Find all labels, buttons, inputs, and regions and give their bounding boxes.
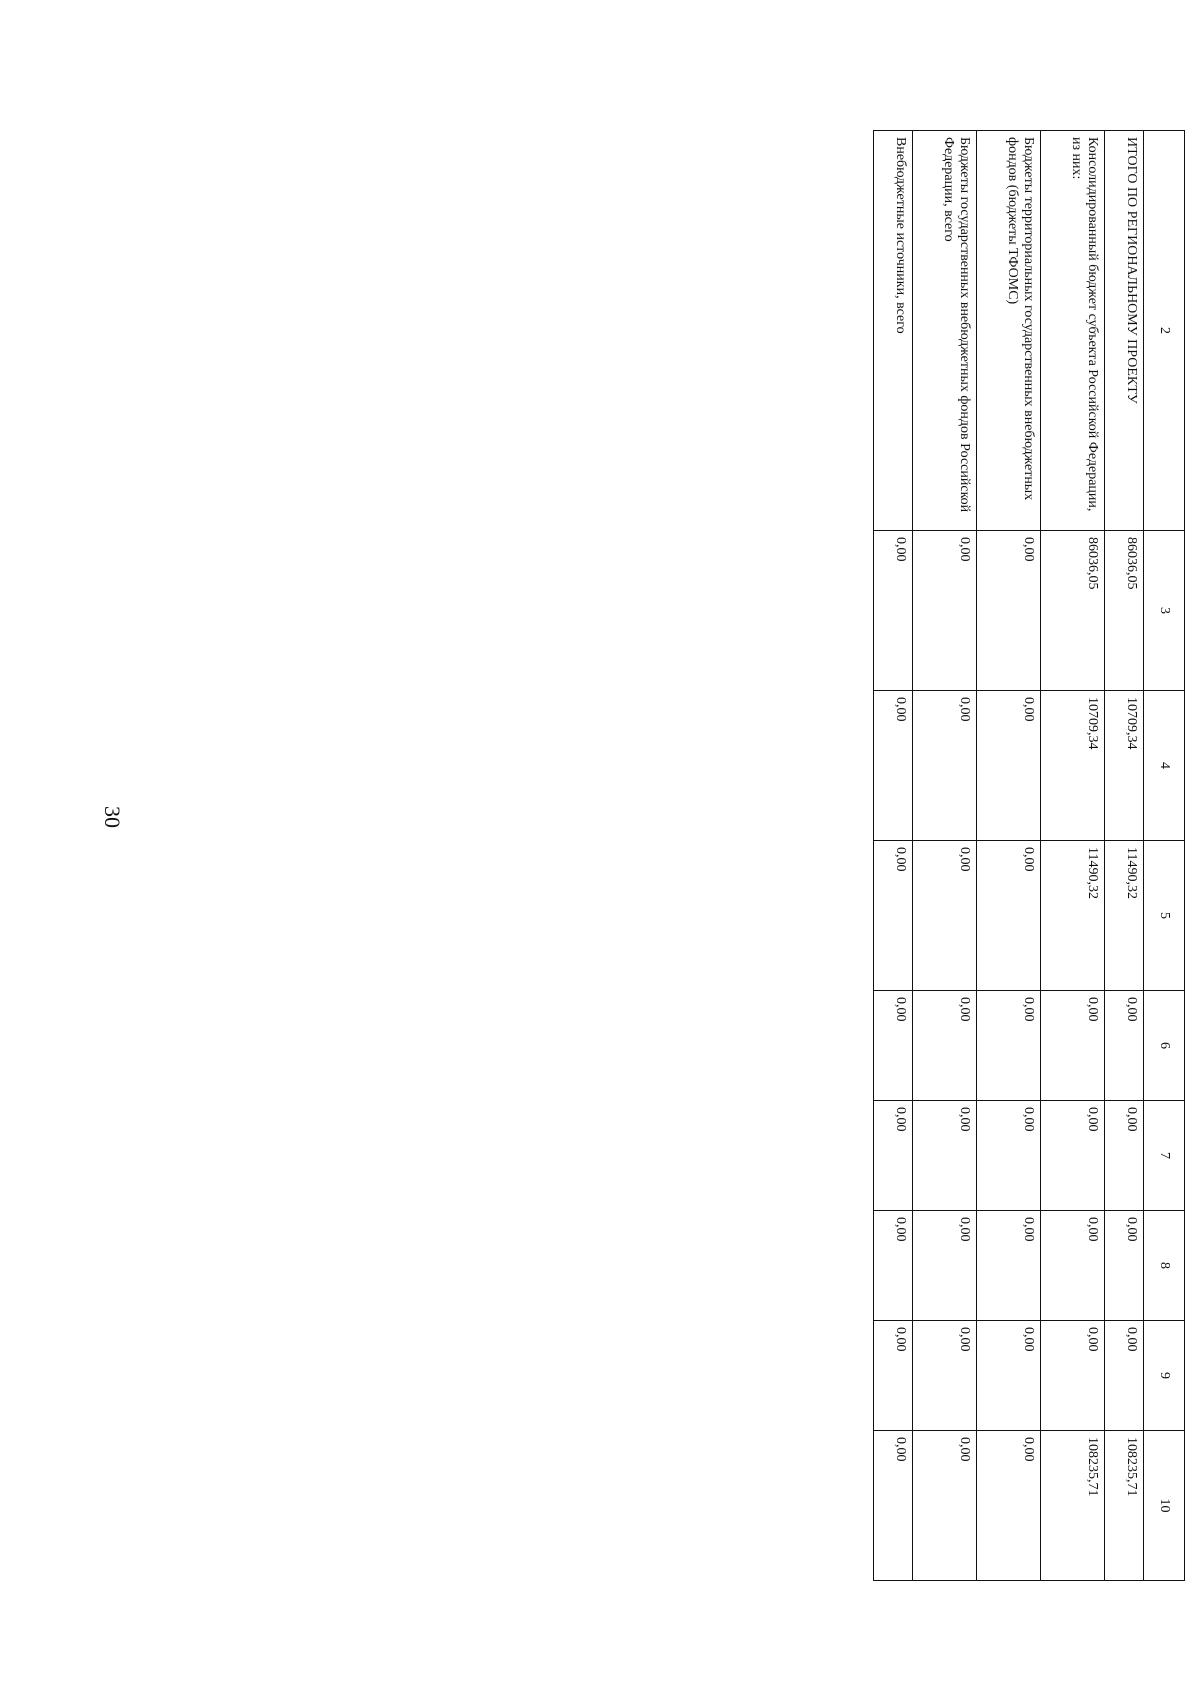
header-cell: 5 (1144, 841, 1185, 991)
summary-header-row (1144, 131, 1185, 1581)
header-cell: 7 (1144, 1101, 1185, 1211)
value-cell: 0,00 (874, 1211, 913, 1321)
header-cell: 4 (1144, 691, 1185, 841)
table-row (913, 131, 977, 1581)
value-cell: 108235,71 (1105, 1431, 1144, 1581)
value-cell: 10709,34 (1041, 691, 1105, 841)
page-number: 30 (100, 806, 125, 828)
header-cell: 3 (1144, 531, 1185, 691)
header-cell: 2 (1144, 131, 1185, 531)
value-cell: 0,00 (1041, 1211, 1105, 1321)
value-cell: 0,00 (874, 841, 913, 991)
value-cell: 0,00 (977, 531, 1041, 691)
table-row (874, 131, 913, 1581)
value-cell: 0,00 (977, 691, 1041, 841)
value-cell: 0,00 (977, 1101, 1041, 1211)
value-cell: 0,00 (977, 991, 1041, 1101)
value-cell: 11490,32 (1105, 841, 1144, 991)
value-cell: 0,00 (1041, 1101, 1105, 1211)
value-cell: 0,00 (1041, 1321, 1105, 1431)
value-cell: 0,00 (913, 1101, 977, 1211)
row-label: ИТОГО ПО РЕГИОНАЛЬНОМУ ПРОЕКТУ (1105, 131, 1144, 531)
value-cell: 0,00 (977, 1211, 1041, 1321)
summary-table (873, 130, 1185, 1581)
value-cell: 0,00 (1041, 991, 1105, 1101)
value-cell: 0,00 (1105, 1211, 1144, 1321)
value-cell: 10709,34 (1105, 691, 1144, 841)
value-cell: 0,00 (913, 691, 977, 841)
value-cell: 108235,71 (1041, 1431, 1105, 1581)
value-cell: 0,00 (874, 1321, 913, 1431)
value-cell: 0,00 (977, 1431, 1041, 1581)
header-cell: 8 (1144, 1211, 1185, 1321)
value-cell: 0,00 (874, 691, 913, 841)
value-cell: 0,00 (874, 991, 913, 1101)
row-label: Бюджеты территориальных государственных внебюджетных фондов (бюджеты ТФОМС) (977, 131, 1041, 531)
value-cell: 11490,32 (1041, 841, 1105, 991)
header-cell: 10 (1144, 1431, 1185, 1581)
header-cell: 9 (1144, 1321, 1185, 1431)
value-cell: 0,00 (977, 841, 1041, 991)
value-cell: 0,00 (913, 531, 977, 691)
row-label: Консолидированный бюджет субъекта Российской Федерации, из них: (1041, 131, 1105, 531)
value-cell: 0,00 (1105, 1101, 1144, 1211)
value-cell: 0,00 (913, 1321, 977, 1431)
value-cell: 0,00 (1105, 991, 1144, 1101)
value-cell: 0,00 (1105, 1321, 1144, 1431)
value-cell: 0,00 (913, 841, 977, 991)
value-cell: 0,00 (874, 1431, 913, 1581)
value-cell: 0,00 (977, 1321, 1041, 1431)
value-cell: 0,00 (913, 1431, 977, 1581)
value-cell: 86036,05 (1105, 531, 1144, 691)
value-cell: 0,00 (913, 1211, 977, 1321)
row-label: Внебюджетные источники, всего (874, 131, 913, 531)
value-cell: 0,00 (874, 1101, 913, 1211)
table-row (977, 131, 1041, 1581)
row-label: Бюджеты государственных внебюджетных фондов Российской Федерации, всего (913, 131, 977, 531)
value-cell: 0,00 (913, 991, 977, 1101)
table-row (1105, 131, 1144, 1581)
value-cell: 86036,05 (1041, 531, 1105, 691)
table-row (1041, 131, 1105, 1581)
header-cell: 6 (1144, 991, 1185, 1101)
value-cell: 0,00 (874, 531, 913, 691)
